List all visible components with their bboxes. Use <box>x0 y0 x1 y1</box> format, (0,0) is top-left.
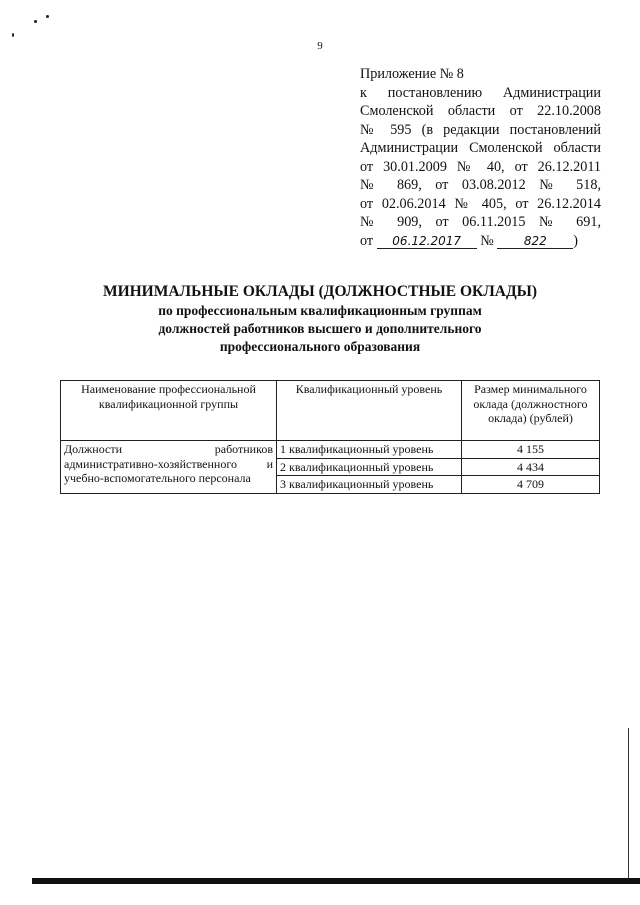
scan-edge-line <box>628 728 629 878</box>
level-cell: 3 квалификационный уровень <box>277 476 462 494</box>
table-header-row <box>61 381 600 441</box>
header-group: Наименование профессиональной квалификационной группы <box>61 381 277 441</box>
group-name-line: административно-хозяйственного и <box>64 456 273 471</box>
number-sign: № <box>480 232 494 249</box>
scan-speck <box>46 15 49 18</box>
appendix-line: № 909, от 06.11.2015 № 691, <box>360 214 601 230</box>
title-subline: по профессиональным квалификационным группам <box>158 303 482 318</box>
appendix-line: от 30.01.2009 № 40, от 26.12.2011 <box>360 158 601 175</box>
page-number: 9 <box>317 40 323 52</box>
salary-cell: 4 155 <box>462 441 600 459</box>
group-name-cell <box>61 441 277 494</box>
scan-speck <box>12 33 14 37</box>
appendix-line: Смоленской области от 22.10.2008 <box>360 103 601 119</box>
group-name-line: Должности работников <box>64 442 273 456</box>
appendix-line: Администрации Смоленской области <box>360 140 601 156</box>
closing-paren: ) <box>573 232 579 249</box>
group-name-line: учебно-вспомогательного персонала <box>64 471 251 485</box>
appendix-line: № 595 (в редакции постановлений <box>360 121 601 138</box>
salary-cell: 4 434 <box>462 458 600 476</box>
header-level: Квалификационный уровень <box>277 381 462 441</box>
salary-table <box>60 380 600 494</box>
title-subline: должностей работников высшего и дополнительного <box>158 321 482 336</box>
appendix-title: Приложение № 8 <box>360 66 464 82</box>
scan-bottom-bar <box>32 878 640 884</box>
appendix-note <box>360 65 601 250</box>
table-row <box>61 441 600 459</box>
header-salary: Размер минимального оклада (должностного оклада) (рублей) <box>462 381 600 441</box>
level-cell: 1 квалификационный уровень <box>277 441 462 459</box>
appendix-signature-line <box>360 232 601 251</box>
handwritten-number: 822 <box>497 235 573 249</box>
scan-speck <box>34 20 37 23</box>
appendix-line: к постановлению Администрации <box>360 84 601 101</box>
salary-cell: 4 709 <box>462 476 600 494</box>
title-main: МИНИМАЛЬНЫЕ ОКЛАДЫ (ДОЛЖНОСТНЫЕ ОКЛАДЫ) <box>102 283 538 300</box>
level-cell: 2 квалификационный уровень <box>277 458 462 476</box>
appendix-line: № 869, от 03.08.2012 № 518, <box>360 177 601 193</box>
title-subline: профессионального образования <box>219 339 421 354</box>
handwritten-date: 06.12.2017 <box>377 235 477 249</box>
appendix-line: от 02.06.2014 № 405, от 26.12.2014 <box>360 195 601 212</box>
appendix-from-label: от <box>360 232 374 249</box>
document-title <box>0 282 640 356</box>
